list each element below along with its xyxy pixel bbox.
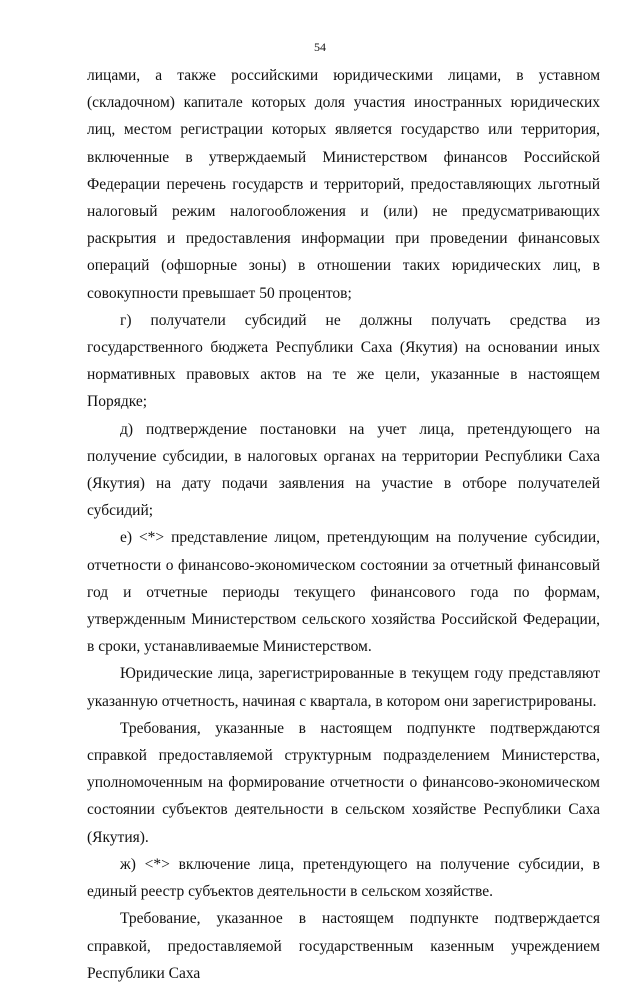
paragraph-item-e: е) <*> представление лицом, претендующим на получение субсидии, отчетности о финансово-экономическом состоянии за отчетный финансовый год и отчетные периоды текущего финансового года по формам, утвержденным Министерством сельского хозяйства Российской Федерации, в сроки, устанавливаемые Министерством. [87, 529, 600, 656]
page-number: 54 [314, 40, 326, 54]
paragraph-item-d: д) подтверждение постановки на учет лица, претендующего на получение субсидии, в налоговых органах на территории Республики Саха (Якутия) на дату подачи заявления на участие в отборе получателей субсидий; [87, 420, 600, 520]
paragraph-item-g: г) получатели субсидий не должны получать средства из государственного бюджета Республики Саха (Якутия) на основании иных нормативных правовых актов на те же цели, указанные в настоящем Порядке; [87, 311, 600, 411]
paragraph-item-zh: ж) <*> включение лица, претендующего на получение субсидии, в единый реестр субъектов деятельности в сельском хозяйстве. [87, 855, 600, 901]
paragraph-requirements-certificate: Требования, указанные в настоящем подпункте подтверждаются справкой предоставляемой структурным подразделением Министерства, уполномоченным на формирование отчетности о финансово-экономическом состоянии субъектов деятельности в сельском хозяйстве Республики Саха (Якутия). [87, 719, 600, 846]
paragraph-continuation: лицами, а также российскими юридическими лицами, в уставном (складочном) капитале которых доля участия иностранных юридических лиц, местом регистрации которых является государство или территория, включенные в утверждаемый Министерством финансов Российской Федерации перечень государств и территорий, предоставляющих льготный налоговый режим налогообложения и (или) не предусматривающих раскрытия и предоставления информации при проведении финансовых операций (офшорные зоны) в отношении таких юридических лиц, в совокупности превышает 50 процентов; [87, 67, 600, 302]
paragraph-requirement-certificate-continued: Требование, указанное в настоящем подпункте подтверждается справкой, предоставляемой государственным казенным учреждением Республики Саха [87, 910, 600, 982]
document-body [87, 62, 600, 987]
paragraph-legal-entities-note: Юридические лица, зарегистрированные в текущем году представляют указанную отчетность, начиная с квартала, в котором они зарегистрированы. [87, 665, 600, 710]
